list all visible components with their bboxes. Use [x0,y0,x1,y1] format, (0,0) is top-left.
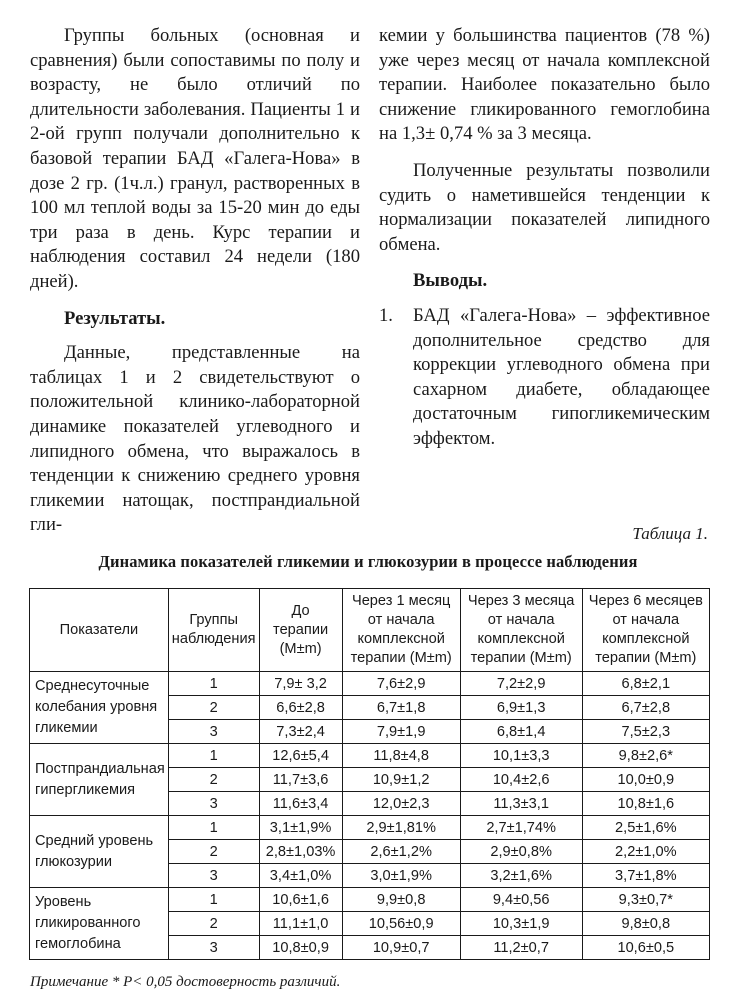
value-cell: 2,7±1,74% [460,816,582,840]
group-cell: 3 [168,720,259,744]
value-cell: 7,9± 3,2 [259,672,342,696]
table-header-row [30,589,710,672]
value-cell: 10,8±0,9 [259,936,342,960]
value-cell: 11,8±4,8 [342,744,460,768]
value-cell: 6,7±2,8 [582,696,709,720]
value-cell: 9,9±0,8 [342,888,460,912]
value-cell: 12,6±5,4 [259,744,342,768]
indicator-name-cell: Уровень гликированного гемоглобина [30,888,169,960]
value-cell: 6,8±1,4 [460,720,582,744]
body-paragraph: Группы больных (основная и сравнения) были сопоставимы по полу и возрасту, не было отличий по длительности заболевания. Пациенты 1 и 2-ой групп получали дополнительно к базовой терапии БАД «Галега-Нова» в дозе 2 гр. (1ч.л.) гранул, растворенных в 100 мл теплой воды за 15-20 мин до еды три раза в день. Курс терапии и наблюдения составил 24 недели (180 дней). [30,25,360,292]
right-column [379,24,710,452]
value-cell: 3,7±1,8% [582,864,709,888]
value-cell: 10,1±3,3 [460,744,582,768]
value-cell: 10,0±0,9 [582,768,709,792]
value-cell: 3,1±1,9% [259,816,342,840]
value-cell: 6,8±2,1 [582,672,709,696]
value-cell: 10,9±1,2 [342,768,460,792]
value-cell: 10,3±1,9 [460,912,582,936]
value-cell: 9,8±0,8 [582,912,709,936]
group-cell: 3 [168,864,259,888]
value-cell: 2,8±1,03% [259,840,342,864]
data-table [29,588,710,960]
value-cell: 6,9±1,3 [460,696,582,720]
header-cell: Группы наблюдения [168,589,259,672]
table-title: Динамика показателей гликемии и глюкозурии в процессе наблюдения [98,552,638,571]
group-cell: 1 [168,816,259,840]
value-cell: 7,2±2,9 [460,672,582,696]
header-cell: Через 1 месяц от начала комплексной терапии (M±m) [342,589,460,672]
header-cell: Через 6 месяцев от начала комплексной терапии (M±m) [582,589,709,672]
value-cell: 7,3±2,4 [259,720,342,744]
value-cell: 3,0±1,9% [342,864,460,888]
value-cell: 7,9±1,9 [342,720,460,744]
value-cell: 11,1±1,0 [259,912,342,936]
table-row [30,816,710,840]
table-note: Примечание * P< 0,05 достоверность различий. [30,974,341,990]
value-cell: 12,0±2,3 [342,792,460,816]
header-cell: Через 3 месяца от начала комплексной терапии (M±m) [460,589,582,672]
indicator-name-cell: Постпрандиальная гипергликемия [30,744,169,816]
conclusion-item [379,304,710,452]
value-cell: 9,4±0,56 [460,888,582,912]
table-row [30,672,710,696]
header-cell: До терапии (M±m) [259,589,342,672]
value-cell: 2,6±1,2% [342,840,460,864]
value-cell: 2,9±1,81% [342,816,460,840]
conclusions-heading: Выводы. [413,270,488,292]
value-cell: 10,9±0,7 [342,936,460,960]
body-paragraph: Данные, представленные на таблицах 1 и 2 свидетельствуют о положительной клинико-лабораторной динамике показателей углеводного и липидного обмена, что выражалось в тенденции к снижению среднего уровня гликемии натощак, постпрандиальной гли- [30,342,360,536]
value-cell: 3,4±1,0% [259,864,342,888]
value-cell: 11,3±3,1 [460,792,582,816]
table-row [30,744,710,768]
group-cell: 2 [168,768,259,792]
value-cell: 9,3±0,7* [582,888,709,912]
body-paragraph: Полученные результаты позволили судить о наметившейся тенденции к нормализации показателей липидного обмена. [379,159,710,255]
value-cell: 11,7±3,6 [259,768,342,792]
value-cell: 9,8±2,6* [582,744,709,768]
value-cell: 2,2±1,0% [582,840,709,864]
value-cell: 10,6±0,5 [582,936,709,960]
group-cell: 3 [168,936,259,960]
value-cell: 10,56±0,9 [342,912,460,936]
indicator-name-cell: Средний уровень глюкозурии [30,816,169,888]
indicator-name-cell: Среднесуточные колебания уровня гликемии [30,672,169,744]
left-column [30,24,360,538]
table-body [30,672,710,960]
value-cell: 10,8±1,6 [582,792,709,816]
group-cell: 2 [168,840,259,864]
value-cell: 7,5±2,3 [582,720,709,744]
list-number: 1. [379,304,393,326]
group-cell: 1 [168,888,259,912]
group-cell: 1 [168,744,259,768]
list-text: БАД «Галега-Нова» – эффективное дополнительное средство для коррекции углеводного обмена при сахарном диабете, обладающее достаточным гипогликемическим эффектом. [413,304,710,449]
table-caption: Таблица 1. [632,524,708,543]
value-cell: 10,6±1,6 [259,888,342,912]
value-cell: 10,4±2,6 [460,768,582,792]
group-cell: 2 [168,912,259,936]
group-cell: 3 [168,792,259,816]
value-cell: 11,2±0,7 [460,936,582,960]
value-cell: 6,6±2,8 [259,696,342,720]
value-cell: 11,6±3,4 [259,792,342,816]
table-row [30,888,710,912]
group-cell: 1 [168,672,259,696]
group-cell: 2 [168,696,259,720]
value-cell: 2,9±0,8% [460,840,582,864]
value-cell: 3,2±1,6% [460,864,582,888]
body-paragraph: кемии у большинства пациентов (78 %) уже через месяц от начала комплексной терапии. Наиболее показательно было снижение гликированного гемоглобина на 1,3± 0,74 % за 3 месяца. [379,25,710,145]
results-heading: Результаты. [64,307,166,329]
value-cell: 7,6±2,9 [342,672,460,696]
value-cell: 2,5±1,6% [582,816,709,840]
value-cell: 6,7±1,8 [342,696,460,720]
header-cell: Показатели [30,589,169,672]
